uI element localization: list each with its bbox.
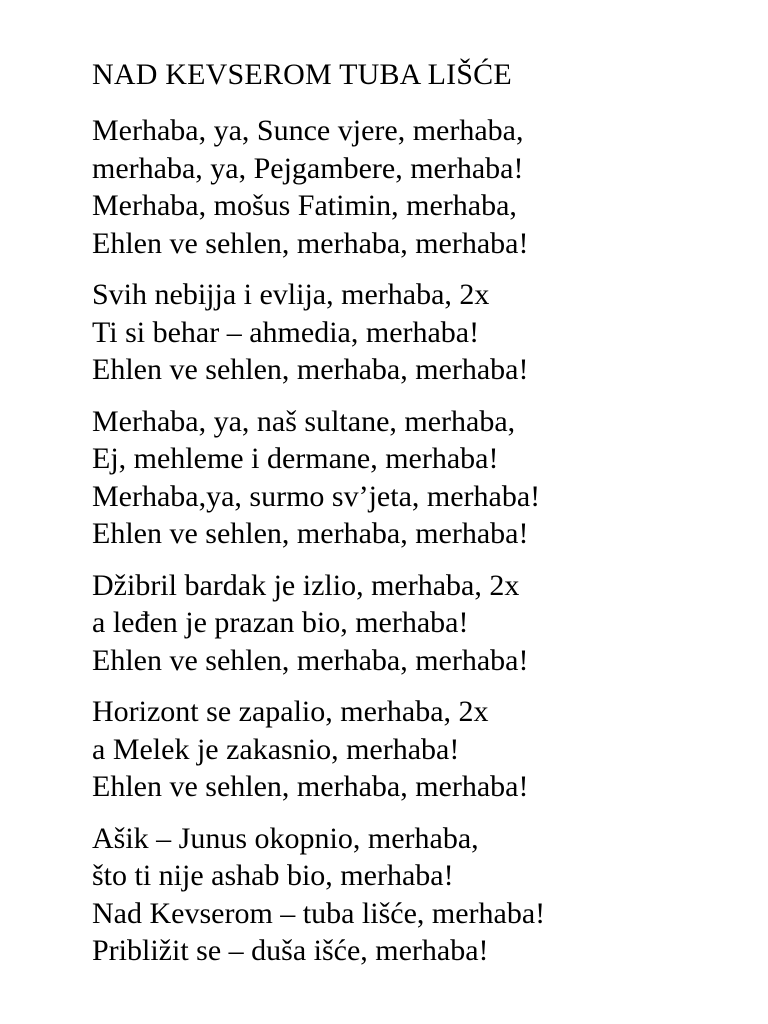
stanza-line: Ašik – Junus okopnio, merhaba, (92, 821, 479, 855)
page-title: NAD KEVSEROM TUBA LIŠĆE (92, 58, 512, 91)
stanza-line: Horizont se zapalio, merhaba, 2x (92, 695, 489, 728)
stanza-line: Ehlen ve sehlen, merhaba, merhaba! (92, 770, 529, 803)
document-page (92, 56, 752, 984)
stanza-6 (92, 820, 752, 970)
stanza-line: a leđen je prazan bio, merhaba! (92, 606, 469, 639)
stanza-line: Približit se – duša išće, merhaba! (92, 934, 489, 967)
stanza-line: što ti nije ashab bio, merhaba! (92, 859, 454, 892)
stanza-line: Ej, mehleme i dermane, merhaba! (92, 442, 499, 475)
stanza-line: a Melek je zakasnio, merhaba! (92, 732, 460, 766)
stanza-5 (92, 693, 752, 806)
stanza-line: merhaba, ya, Pejgambere, merhaba! (92, 151, 524, 185)
stanza-line: Nad Kevserom – tuba lišće, merhaba! (92, 896, 546, 930)
stanza-line: Merhaba, ya, Sunce vjere, merhaba, (92, 114, 524, 147)
stanza-line: Ehlen ve sehlen, merhaba, merhaba! (92, 226, 529, 260)
stanza-line: Merhaba,ya, surmo sv’jeta, merhaba! (92, 479, 541, 513)
stanza-2 (92, 276, 752, 389)
stanza-4 (92, 567, 752, 680)
stanza-line: Ti si behar – ahmedia, merhaba! (92, 315, 480, 349)
stanza-line: Merhaba, mošus Fatimin, merhaba, (92, 189, 517, 222)
stanza-3 (92, 403, 752, 553)
stanza-line: Ehlen ve sehlen, merhaba, merhaba! (92, 643, 529, 677)
stanza-1 (92, 112, 752, 262)
stanza-line: Merhaba, ya, naš sultane, merhaba, (92, 404, 516, 438)
stanza-line: Džibril bardak je izlio, merhaba, 2x (92, 568, 520, 602)
stanza-line: Svih nebijja i evlija, merhaba, 2x (92, 278, 490, 311)
stanza-line: Ehlen ve sehlen, merhaba, merhaba! (92, 517, 529, 550)
stanza-line: Ehlen ve sehlen, merhaba, merhaba! (92, 353, 529, 386)
